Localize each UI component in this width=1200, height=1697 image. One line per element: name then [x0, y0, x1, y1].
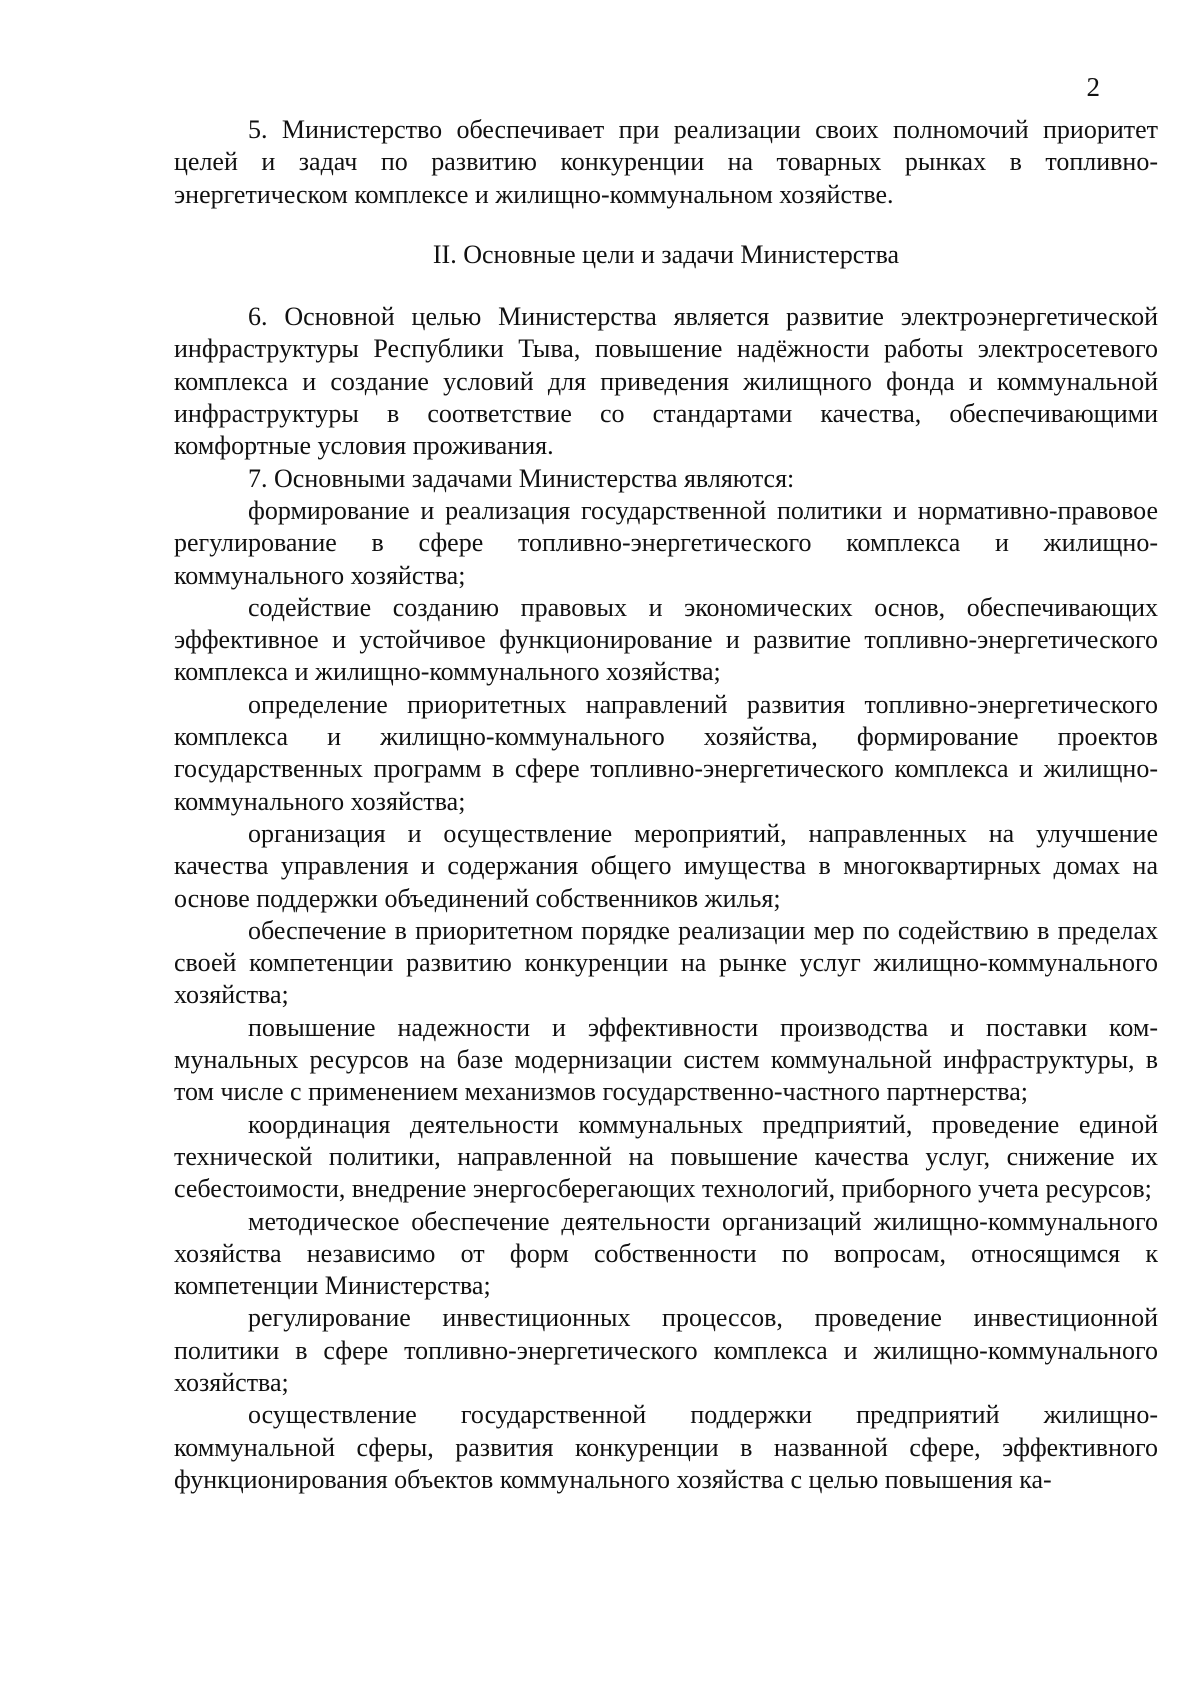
- task-item: организация и осуществление мероприятий, направленных на улучшение качества управления и содержания общего имущества в многоквартирных домах на основе поддержки объединений собственников жилья;: [174, 818, 1158, 913]
- task-item: осуществление государственной поддержки предприятий жилищно-коммунальной сферы, развития конкуренции в названной сфере, эффективного функционирования объектов коммунального хозяйства с целью повышения ка-: [174, 1400, 1158, 1494]
- task-item: регулирование инвестиционных процессов, проведение инвестиционной политики в сфере топливно-энергетического комплекса и жилищно-коммунального хозяйства;: [174, 1303, 1158, 1397]
- task-item: координация деятельности коммунальных предприятий, проведение единой технической политики, направленной на повышение качества услуг, снижение их себестоимости, внедрение энергосберегающих технологий, приборного учета ресурсов;: [174, 1109, 1158, 1204]
- task-item: обеспечение в приоритетном порядке реализации мер по содействию в пределах своей компетенции развитию конкуренции на рынке услуг жилищно-коммунального хозяйства;: [174, 915, 1158, 1010]
- task-item: содействие созданию правовых и экономических основ, обеспечивающих эффективное и устойчивое функционирование и развитие топливно-энергетического комплекса и жилищно-коммунального хозяйства;: [174, 592, 1158, 687]
- task-item: формирование и реализация государственной политики и нормативно-правовое регулирование в сфере топливно-энергетического комплекса и жилищно-коммунального хозяйства;: [174, 495, 1158, 590]
- section-heading: II. Основные цели и задачи Министерства: [432, 239, 900, 269]
- paragraph-5: 5. Министерство обеспечивает при реализации своих полномочий приоритет целей и задач по развитию конкуренции на товарных рынках в топливно-энергетическом комплексе и жилищно-коммунальном хозяйстве.: [174, 115, 1158, 209]
- task-item: повышение надежности и эффективности производства и поставки коммунальных ресурсов на базе модернизации систем коммунальной инфраструктуры, в том числе с применением механизмов государственно-частного партнерства;: [174, 1012, 1158, 1107]
- document-body: [174, 114, 1158, 1496]
- task-item: определение приоритетных направлений развития топливно-энергетического комплекса и жилищно-коммунального хозяйства, формирование проектов государственных программ в сфере топливно-энергетического комплекса и жилищно-коммунального хозяйства;: [174, 689, 1158, 816]
- task-item: методическое обеспечение деятельности организаций жилищно-коммунального хозяйства независимо от форм собственности по вопросам, относящимся к компетенции Министерства;: [174, 1206, 1158, 1301]
- paragraph-7: 7. Основными задачами Министерства являются:: [248, 463, 795, 493]
- paragraph-6: 6. Основной целью Министерства является развитие электроэнергетической инфраструктуры Республики Тыва, повышение надёжности работы электросетевого комплекса и создание условий для приведения жилищного фонда и коммунальной инфраструктуры в соответствие со стандартами качества, обеспечивающими комфортные условия проживания.: [174, 302, 1158, 461]
- page-number: 2: [1086, 72, 1100, 102]
